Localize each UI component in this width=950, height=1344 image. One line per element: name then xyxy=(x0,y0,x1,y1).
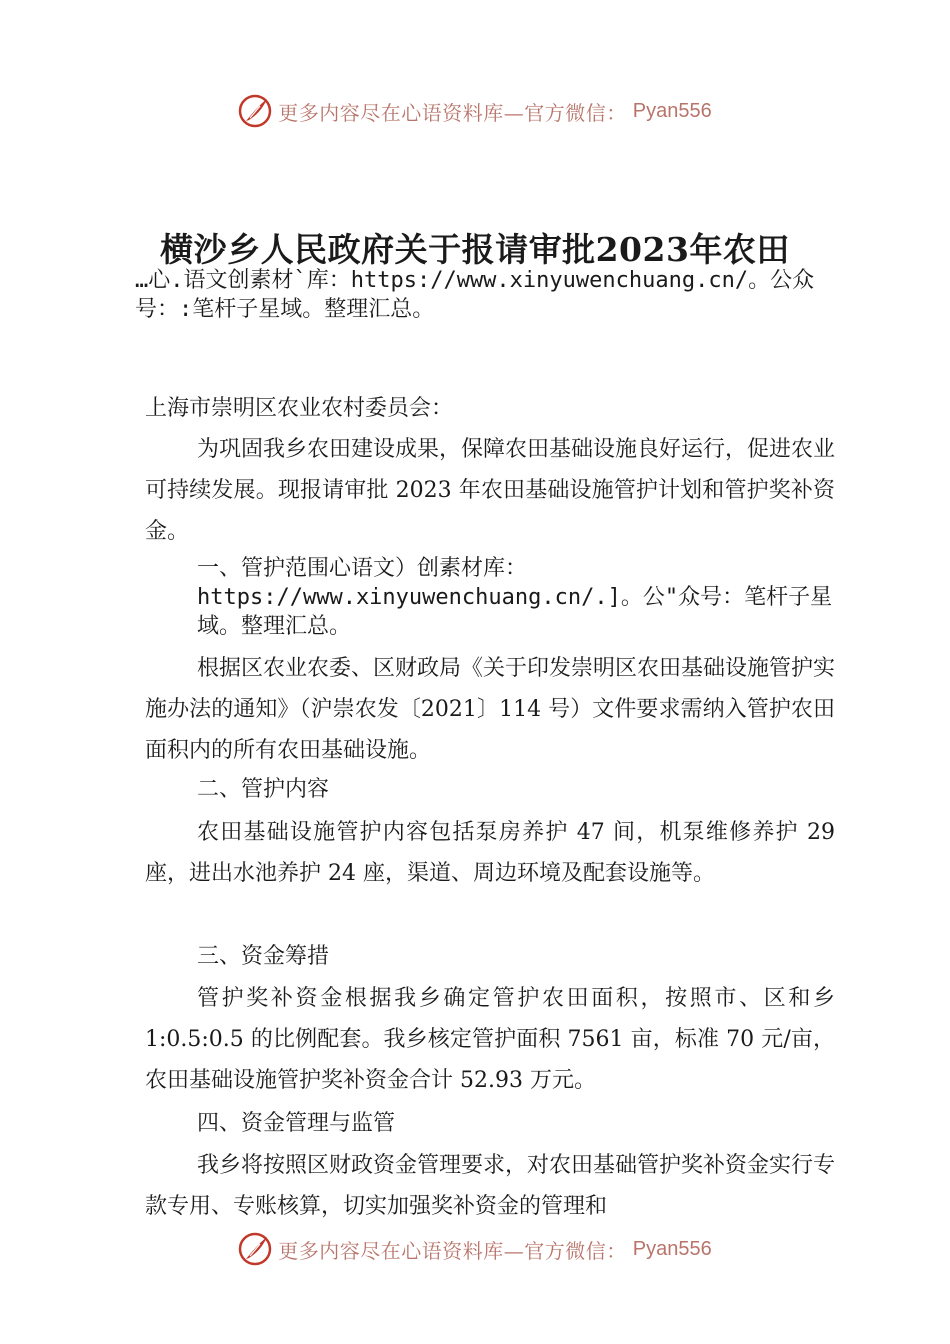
section4-heading: 四、资金管理与监管 xyxy=(197,1111,396,1136)
banner-wechat-id: Pyan556 xyxy=(632,99,712,122)
section1-body: 根据区农业农委、区财政局《关于印发崇明区农田基础设施管护实施办法的通知》（沪崇农发〔2021〕114 号）文件要求需纳入管护农田面积内的所有农田基础设施。 xyxy=(145,656,836,763)
section2-body: 农田基础设施管护内容包括泵房养护 47 间，机泵维修养护 29 座，进出水池养护 24 座，渠道、周边环境及配套设施等。 xyxy=(145,820,835,886)
header-banner xyxy=(0,94,950,128)
section2-heading: 二、管护内容 xyxy=(197,777,330,802)
document-title: 横沙乡人民政府关于报请审批2023年农田 xyxy=(160,230,790,269)
quill-pen-logo-icon xyxy=(238,1232,272,1266)
overlay-note: …心.语文创素材`库：https://www.xinyuwenchuang.cn/。公众号：:笔杆子星域。整理汇总。 xyxy=(135,268,815,322)
section4-body: 我乡将按照区财政资金管理要求，对农田基础管护奖补资金实行专款专用、专账核算，切实加强奖补资金的管理和 xyxy=(145,1153,836,1219)
quill-pen-logo-icon xyxy=(238,94,272,128)
banner-text: 更多内容尽在心语资料库—官方微信： xyxy=(278,100,627,125)
section1-heading: 一、管护范围心语文）创素材库：https://www.xinyuwenchuang.cn/.]。公"众号：笔杆子星域。整理汇总。 xyxy=(197,556,833,639)
section3-heading: 三、资金筹措 xyxy=(197,944,330,969)
section3-body: 管护奖补资金根据我乡确定管护农田面积，按照市、区和乡 1:0.5:0.5 的比例配套。我乡核定管护面积 7561 亩，标准 70 元/亩，农田基础设施管护奖补资金合计 52.93 万元。 xyxy=(145,986,835,1093)
footer-banner xyxy=(0,1232,950,1266)
banner-wechat-id: Pyan556 xyxy=(632,1237,712,1260)
intro-paragraph: 为巩固我乡农田建设成果，保障农田基础设施良好运行，促进农业可持续发展。现报请审批 2023 年农田基础设施管护计划和管护奖补资金。 xyxy=(145,437,836,544)
recipient-line: 上海市崇明区农业农村委员会： xyxy=(145,396,454,421)
banner-text: 更多内容尽在心语资料库—官方微信： xyxy=(278,1238,627,1263)
